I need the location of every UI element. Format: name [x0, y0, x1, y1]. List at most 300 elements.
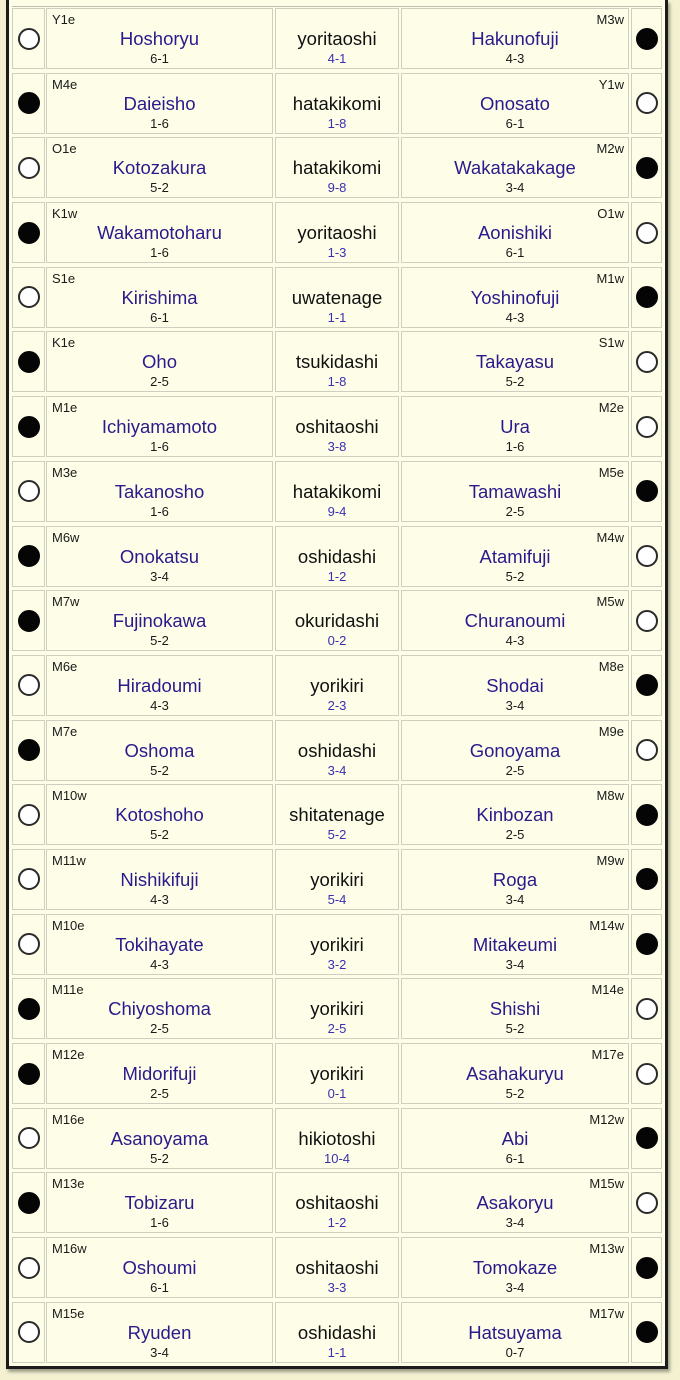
west-wrestler-cell: [401, 526, 629, 587]
west-rank: M2e: [598, 400, 624, 416]
west-wrestler-link[interactable]: Hakunofuji: [471, 28, 559, 49]
west-rank: M5e: [598, 464, 624, 480]
kimarite: oshitaoshi: [295, 1192, 379, 1214]
east-record: 3-4: [150, 1344, 169, 1360]
loss-marker-icon: [18, 480, 40, 502]
bout-row: [9, 136, 665, 201]
west-wrestler-link[interactable]: Abi: [501, 1127, 529, 1149]
kimarite-cell: [275, 8, 399, 69]
west-wrestler-link[interactable]: Asahakuryu: [466, 1063, 564, 1084]
east-rank: M3e: [52, 464, 78, 480]
east-record: 1-6: [150, 115, 169, 131]
west-result-cell: [631, 331, 662, 392]
kimarite: yorikiri: [310, 933, 364, 955]
kimarite: yorikiri: [310, 1063, 364, 1084]
east-rank: M6e: [52, 658, 78, 674]
west-record: 3-4: [505, 697, 525, 713]
east-result-cell: [12, 202, 45, 263]
east-wrestler-link[interactable]: Tokihayate: [115, 933, 204, 955]
bout-row: [9, 848, 665, 913]
win-marker-icon: [636, 1321, 658, 1343]
loss-marker-icon: [18, 868, 40, 890]
win-marker-icon: [636, 933, 658, 955]
west-wrestler-cell: [401, 73, 629, 134]
kimarite: oshidashi: [297, 545, 377, 567]
east-wrestler-link[interactable]: Tobizaru: [124, 1192, 195, 1214]
east-result-cell: [12, 8, 45, 69]
east-record: 5-2: [150, 762, 169, 778]
west-wrestler-cell: [401, 137, 629, 198]
west-wrestler-link[interactable]: Atamifuji: [479, 545, 551, 567]
west-rank: M14e: [591, 982, 624, 998]
head-to-head-link[interactable]: 0-1: [327, 1086, 347, 1101]
west-record: 3-4: [505, 891, 525, 907]
kimarite: tsukidashi: [295, 351, 379, 373]
east-rank: K1w: [52, 206, 78, 222]
east-wrestler-link[interactable]: Nishikifuji: [120, 868, 199, 890]
west-result-cell: [631, 202, 662, 263]
bout-row: [9, 719, 665, 784]
east-result-cell: [12, 914, 45, 975]
east-wrestler-link[interactable]: Kirishima: [121, 286, 198, 308]
loss-marker-icon: [18, 1257, 40, 1279]
east-wrestler-link[interactable]: Hoshoryu: [119, 28, 200, 49]
win-marker-icon: [18, 92, 40, 114]
west-wrestler-link[interactable]: Takayasu: [475, 351, 555, 373]
east-wrestler-link[interactable]: Kotozakura: [112, 157, 207, 179]
east-record: 2-5: [150, 1021, 169, 1037]
east-wrestler-link[interactable]: Oho: [142, 351, 177, 373]
kimarite: hatakikomi: [292, 480, 382, 502]
head-to-head-link[interactable]: 1-8: [327, 374, 347, 390]
east-wrestler-link[interactable]: Hiradoumi: [117, 674, 202, 696]
kimarite-cell: [275, 914, 399, 975]
win-marker-icon: [636, 1127, 658, 1149]
west-wrestler-cell: [401, 1302, 629, 1363]
east-record: 6-1: [150, 51, 169, 66]
bout-row: [9, 201, 665, 266]
west-wrestler-link[interactable]: Shodai: [486, 674, 544, 696]
east-wrestler-link[interactable]: Daieisho: [123, 92, 196, 114]
kimarite: hatakikomi: [292, 92, 382, 114]
east-wrestler-cell: [46, 8, 273, 69]
west-wrestler-cell: [401, 396, 629, 457]
west-wrestler-cell: [401, 1108, 629, 1169]
east-wrestler-cell: [46, 1043, 273, 1104]
loss-marker-icon: [636, 1063, 658, 1085]
east-wrestler-link[interactable]: Kotoshoho: [115, 804, 204, 826]
east-wrestler-cell: [46, 978, 273, 1039]
win-marker-icon: [636, 804, 658, 826]
east-rank: M13e: [52, 1176, 85, 1192]
west-rank: M17e: [591, 1047, 624, 1062]
east-wrestler-link[interactable]: Wakamotoharu: [97, 222, 222, 244]
west-rank: O1w: [597, 206, 624, 222]
west-wrestler-cell: [401, 914, 629, 975]
west-wrestler-cell: [401, 849, 629, 910]
east-wrestler-link[interactable]: Fujinokawa: [112, 610, 207, 632]
west-record: 3-4: [505, 1215, 525, 1231]
east-rank: M16e: [52, 1111, 85, 1127]
west-record: 3-4: [505, 180, 525, 196]
head-to-head-link[interactable]: 2-3: [327, 697, 347, 713]
loss-marker-icon: [18, 674, 40, 696]
bout-row: [9, 783, 665, 848]
west-wrestler-link[interactable]: Ura: [500, 416, 530, 438]
west-record: 5-2: [505, 568, 525, 584]
kimarite: yoritaoshi: [297, 28, 377, 49]
east-wrestler-cell: [46, 461, 273, 522]
west-wrestler-link[interactable]: Tamawashi: [468, 480, 562, 502]
east-result-cell: [12, 1108, 45, 1169]
east-wrestler-link[interactable]: Oshoma: [124, 739, 195, 761]
west-result-cell: [631, 1302, 662, 1363]
win-marker-icon: [18, 545, 40, 567]
bout-row: [9, 654, 665, 719]
loss-marker-icon: [636, 545, 658, 567]
kimarite-cell: [275, 784, 399, 845]
kimarite: oshitaoshi: [295, 1257, 379, 1279]
win-marker-icon: [18, 222, 40, 244]
win-marker-icon: [18, 610, 40, 632]
west-result-cell: [631, 137, 662, 198]
east-wrestler-cell: [46, 137, 273, 198]
loss-marker-icon: [18, 1127, 40, 1149]
west-record: 5-2: [505, 374, 525, 390]
head-to-head-link[interactable]: 9-4: [327, 503, 347, 519]
west-rank: M8e: [598, 658, 624, 674]
east-wrestler-link[interactable]: Oshoumi: [122, 1257, 197, 1279]
east-rank: S1e: [52, 270, 76, 286]
west-result-cell: [631, 784, 662, 845]
east-wrestler-cell: [46, 914, 273, 975]
kimarite-cell: [275, 1108, 399, 1169]
win-marker-icon: [636, 1257, 658, 1279]
loss-marker-icon: [636, 416, 658, 438]
east-result-cell: [12, 461, 45, 522]
west-wrestler-link[interactable]: Churanoumi: [464, 610, 566, 632]
east-rank: M11e: [52, 982, 84, 998]
east-wrestler-cell: [46, 784, 273, 845]
win-marker-icon: [18, 1192, 40, 1214]
west-result-cell: [631, 720, 662, 781]
west-wrestler-cell: [401, 8, 629, 69]
torikumi-results-table: [6, 0, 668, 1369]
east-wrestler-link[interactable]: Asanoyama: [110, 1127, 209, 1149]
east-record: 1-6: [150, 503, 169, 519]
east-wrestler-cell: [46, 202, 273, 263]
kimarite-cell: [275, 1237, 399, 1298]
loss-marker-icon: [18, 286, 40, 308]
kimarite: oshidashi: [297, 739, 377, 761]
east-wrestler-link[interactable]: Ryuden: [127, 1321, 192, 1343]
win-marker-icon: [18, 739, 40, 761]
west-wrestler-link[interactable]: Yoshinofuji: [470, 286, 560, 308]
west-wrestler-link[interactable]: Asakoryu: [476, 1192, 554, 1214]
bout-row: [9, 525, 665, 590]
west-result-cell: [631, 396, 662, 457]
west-record: 4-3: [505, 309, 525, 325]
west-wrestler-link[interactable]: Onosato: [480, 92, 550, 114]
head-to-head-link[interactable]: 2-5: [327, 1021, 347, 1037]
west-wrestler-cell: [401, 1172, 629, 1233]
west-wrestler-link[interactable]: Wakatakakage: [454, 157, 576, 179]
kimarite: yorikiri: [310, 868, 364, 890]
west-wrestler-link[interactable]: Kinbozan: [476, 804, 554, 826]
east-record: 6-1: [150, 1280, 169, 1296]
west-rank: M3w: [596, 12, 624, 27]
head-to-head-link[interactable]: 3-2: [327, 956, 347, 972]
west-record: 0-7: [505, 1344, 525, 1360]
east-result-cell: [12, 978, 45, 1039]
kimarite-cell: [275, 526, 399, 587]
east-wrestler-cell: [46, 1172, 273, 1233]
head-to-head-link[interactable]: 1-2: [327, 568, 347, 584]
west-record: 2-5: [505, 827, 525, 843]
kimarite-cell: [275, 720, 399, 781]
west-wrestler-link[interactable]: Mitakeumi: [472, 933, 558, 955]
kimarite: uwatenage: [291, 286, 383, 308]
west-wrestler-link[interactable]: Hatsuyama: [468, 1321, 562, 1343]
win-marker-icon: [636, 28, 658, 50]
west-rank: M15w: [589, 1176, 624, 1192]
head-to-head-link[interactable]: 1-1: [327, 309, 347, 325]
east-result-cell: [12, 849, 45, 910]
east-wrestler-cell: [46, 396, 273, 457]
east-result-cell: [12, 784, 45, 845]
head-to-head-link[interactable]: 1-3: [327, 245, 347, 261]
head-to-head-link[interactable]: 5-2: [327, 827, 347, 843]
east-rank: M6w: [52, 529, 80, 545]
head-to-head-link[interactable]: 4-1: [327, 51, 347, 66]
kimarite-cell: [275, 1302, 399, 1363]
east-result-cell: [12, 1172, 45, 1233]
west-result-cell: [631, 73, 662, 134]
west-result-cell: [631, 1237, 662, 1298]
east-record: 1-6: [150, 1215, 169, 1231]
loss-marker-icon: [18, 933, 40, 955]
kimarite: okuridashi: [294, 610, 380, 632]
east-rank: M12e: [52, 1047, 85, 1062]
east-result-cell: [12, 655, 45, 716]
head-to-head-link[interactable]: 1-1: [327, 1344, 347, 1360]
east-record: 6-1: [150, 309, 169, 325]
kimarite-cell: [275, 461, 399, 522]
east-rank: M11w: [52, 852, 86, 868]
west-wrestler-cell: [401, 1237, 629, 1298]
west-result-cell: [631, 1172, 662, 1233]
kimarite-cell: [275, 267, 399, 328]
head-to-head-link[interactable]: 5-4: [327, 891, 347, 907]
west-rank: M9w: [596, 852, 624, 868]
west-rank: M8w: [596, 788, 624, 804]
bout-row: [9, 1236, 665, 1301]
loss-marker-icon: [636, 610, 658, 632]
east-wrestler-cell: [46, 331, 273, 392]
head-to-head-link[interactable]: 3-4: [327, 762, 347, 778]
win-marker-icon: [636, 480, 658, 502]
east-wrestler-cell: [46, 1237, 273, 1298]
east-wrestler-link[interactable]: Takanosho: [114, 480, 205, 502]
west-result-cell: [631, 978, 662, 1039]
bout-row: [9, 395, 665, 460]
kimarite: yoritaoshi: [297, 222, 377, 244]
kimarite: yorikiri: [310, 674, 364, 696]
bout-row: [9, 913, 665, 978]
head-to-head-link[interactable]: 1-2: [327, 1215, 347, 1231]
win-marker-icon: [18, 351, 40, 373]
kimarite: yorikiri: [310, 998, 364, 1020]
east-wrestler-link[interactable]: Ichiyamamoto: [101, 416, 218, 438]
east-wrestler-cell: [46, 1108, 273, 1169]
west-wrestler-cell: [401, 1043, 629, 1104]
west-wrestler-cell: [401, 655, 629, 716]
win-marker-icon: [18, 998, 40, 1020]
east-record: 4-3: [150, 697, 169, 713]
east-record: 3-4: [150, 568, 169, 584]
bout-row: [9, 1171, 665, 1236]
west-record: 2-5: [505, 503, 525, 519]
east-record: 1-6: [150, 245, 169, 261]
west-wrestler-link[interactable]: Roga: [492, 868, 538, 890]
east-wrestler-cell: [46, 655, 273, 716]
bout-row: [9, 7, 665, 72]
west-result-cell: [631, 1108, 662, 1169]
kimarite: shitatenage: [289, 804, 385, 826]
west-record: 6-1: [505, 115, 525, 131]
west-wrestler-link[interactable]: Shishi: [489, 998, 541, 1020]
east-rank: M10w: [52, 788, 87, 804]
east-result-cell: [12, 720, 45, 781]
head-to-head-link[interactable]: 3-3: [327, 1280, 347, 1296]
west-rank: M9e: [598, 723, 624, 739]
west-rank: M17w: [589, 1305, 624, 1321]
kimarite-cell: [275, 202, 399, 263]
east-rank: M4e: [52, 76, 78, 92]
west-record: 6-1: [505, 1150, 525, 1166]
west-record: 2-5: [505, 762, 525, 778]
head-to-head-link[interactable]: 3-8: [327, 439, 347, 455]
win-marker-icon: [18, 416, 40, 438]
loss-marker-icon: [18, 1321, 40, 1343]
kimarite-cell: [275, 1043, 399, 1104]
east-rank: O1e: [52, 141, 77, 157]
west-rank: M5w: [596, 594, 624, 610]
east-rank: M7w: [52, 594, 80, 610]
west-result-cell: [631, 461, 662, 522]
west-rank: M4w: [596, 529, 624, 545]
east-result-cell: [12, 137, 45, 198]
kimarite: oshidashi: [297, 1321, 377, 1343]
head-to-head-link[interactable]: 0-2: [327, 633, 347, 649]
east-rank: M16w: [52, 1241, 87, 1257]
east-result-cell: [12, 73, 45, 134]
east-wrestler-link[interactable]: Chiyoshoma: [108, 998, 211, 1020]
bout-row: [9, 977, 665, 1042]
win-marker-icon: [18, 1063, 40, 1085]
loss-marker-icon: [636, 92, 658, 114]
win-marker-icon: [636, 868, 658, 890]
kimarite-cell: [275, 331, 399, 392]
kimarite-cell: [275, 1172, 399, 1233]
west-wrestler-link[interactable]: Tomokaze: [472, 1257, 558, 1279]
bout-rows: [9, 7, 665, 1365]
kimarite-cell: [275, 137, 399, 198]
bout-row: [9, 460, 665, 525]
west-record: 3-4: [505, 1280, 525, 1296]
loss-marker-icon: [636, 1192, 658, 1214]
east-result-cell: [12, 1237, 45, 1298]
win-marker-icon: [636, 286, 658, 308]
east-wrestler-cell: [46, 590, 273, 651]
east-record: 5-2: [150, 180, 169, 196]
east-record: 2-5: [150, 374, 169, 390]
kimarite: hikiotoshi: [298, 1127, 376, 1149]
west-wrestler-cell: [401, 202, 629, 263]
west-record: 5-2: [505, 1021, 525, 1037]
west-record: 4-3: [505, 51, 525, 66]
bout-row: [9, 1042, 665, 1107]
loss-marker-icon: [18, 804, 40, 826]
east-record: 2-5: [150, 1086, 169, 1101]
west-result-cell: [631, 8, 662, 69]
west-result-cell: [631, 914, 662, 975]
kimarite-cell: [275, 73, 399, 134]
west-wrestler-link[interactable]: Aonishiki: [477, 222, 553, 244]
west-record: 4-3: [505, 633, 525, 649]
east-wrestler-link[interactable]: Midorifuji: [122, 1063, 197, 1084]
kimarite-cell: [275, 396, 399, 457]
east-result-cell: [12, 396, 45, 457]
west-rank: M14w: [589, 917, 624, 933]
east-rank: M15e: [52, 1305, 85, 1321]
east-record: 4-3: [150, 956, 169, 972]
east-rank: M1e: [52, 400, 78, 416]
east-rank: Y1e: [52, 12, 76, 27]
west-wrestler-cell: [401, 978, 629, 1039]
west-result-cell: [631, 849, 662, 910]
west-wrestler-link[interactable]: Gonoyama: [469, 739, 561, 761]
loss-marker-icon: [18, 28, 40, 50]
east-record: 5-2: [150, 1150, 169, 1166]
west-rank: M12w: [589, 1111, 624, 1127]
west-result-cell: [631, 1043, 662, 1104]
table-top-border: [12, 0, 662, 7]
west-wrestler-cell: [401, 461, 629, 522]
east-record: 5-2: [150, 827, 169, 843]
east-record: 5-2: [150, 633, 169, 649]
loss-marker-icon: [636, 739, 658, 761]
east-wrestler-cell: [46, 849, 273, 910]
loss-marker-icon: [636, 222, 658, 244]
east-record: 1-6: [150, 439, 169, 455]
head-to-head-link[interactable]: 1-8: [327, 115, 347, 131]
east-rank: M10e: [52, 917, 85, 933]
east-rank: M7e: [52, 723, 78, 739]
head-to-head-link[interactable]: 9-8: [327, 180, 347, 196]
east-rank: K1e: [52, 335, 76, 351]
east-wrestler-cell: [46, 267, 273, 328]
west-wrestler-cell: [401, 590, 629, 651]
east-wrestler-link[interactable]: Onokatsu: [119, 545, 200, 567]
west-result-cell: [631, 526, 662, 587]
west-rank: M1w: [596, 270, 624, 286]
head-to-head-link[interactable]: 10-4: [323, 1150, 351, 1166]
east-record: 4-3: [150, 891, 169, 907]
east-result-cell: [12, 526, 45, 587]
bout-row: [9, 589, 665, 654]
west-rank: Y1w: [598, 76, 624, 92]
